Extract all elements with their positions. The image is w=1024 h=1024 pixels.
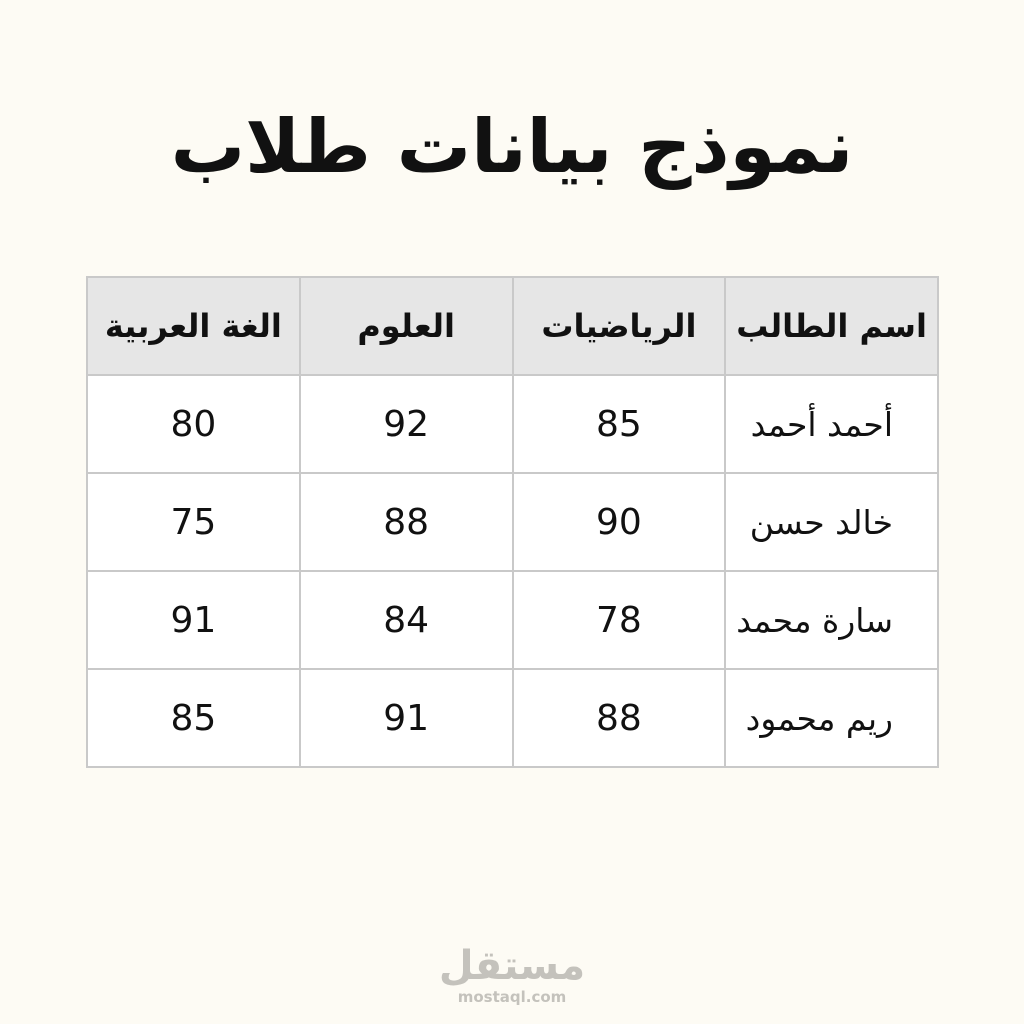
watermark-logo: مستقل: [438, 943, 586, 989]
column-header-math: الرياضيات: [513, 277, 726, 375]
column-header-arabic: الغة العربية: [87, 277, 300, 375]
table-row: [87, 375, 938, 473]
watermark-url: mostaql.com: [457, 988, 567, 1006]
arabic-score-cell: 85: [87, 669, 300, 767]
student-name-cell: خالد حسن: [725, 473, 938, 571]
student-grades-table: [86, 276, 939, 768]
science-score-cell: 92: [300, 375, 513, 473]
table-row: [87, 473, 938, 571]
column-header-science: العلوم: [300, 277, 513, 375]
table-header-row: [87, 277, 938, 375]
arabic-score-cell: 91: [87, 571, 300, 669]
math-score-cell: 88: [513, 669, 726, 767]
science-score-cell: 91: [300, 669, 513, 767]
watermark: [0, 943, 1024, 1006]
column-header-student-name: اسم الطالب: [725, 277, 938, 375]
table-row: [87, 571, 938, 669]
table-row: [87, 669, 938, 767]
arabic-score-cell: 75: [87, 473, 300, 571]
student-name-cell: أحمد أحمد: [725, 375, 938, 473]
science-score-cell: 84: [300, 571, 513, 669]
student-name-cell: سارة محمد: [725, 571, 938, 669]
math-score-cell: 78: [513, 571, 726, 669]
math-score-cell: 90: [513, 473, 726, 571]
page-title: نموذج بيانات طلاب: [170, 104, 854, 190]
student-name-cell: ريم محمود: [725, 669, 938, 767]
math-score-cell: 85: [513, 375, 726, 473]
arabic-score-cell: 80: [87, 375, 300, 473]
science-score-cell: 88: [300, 473, 513, 571]
